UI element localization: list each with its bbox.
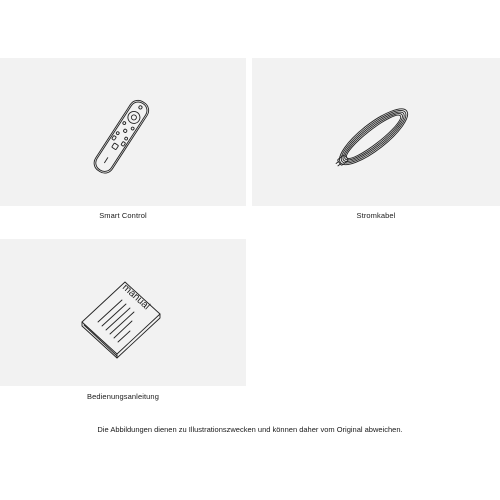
manual-booklet-icon — [70, 270, 170, 360]
manual-cover-text: manual — [119, 282, 152, 313]
power-cable-icon — [322, 98, 422, 178]
item-label-manual: Bedienungsanleitung — [87, 392, 159, 401]
item-label-power-cable: Stromkabel — [356, 211, 396, 220]
remote-control-icon — [70, 92, 170, 177]
disclaimer-text: Die Abbildungen dienen zu Illustrationszwecken und können daher vom Original abweichen. — [97, 425, 403, 434]
item-label-smart-control: Smart Control — [99, 211, 147, 220]
